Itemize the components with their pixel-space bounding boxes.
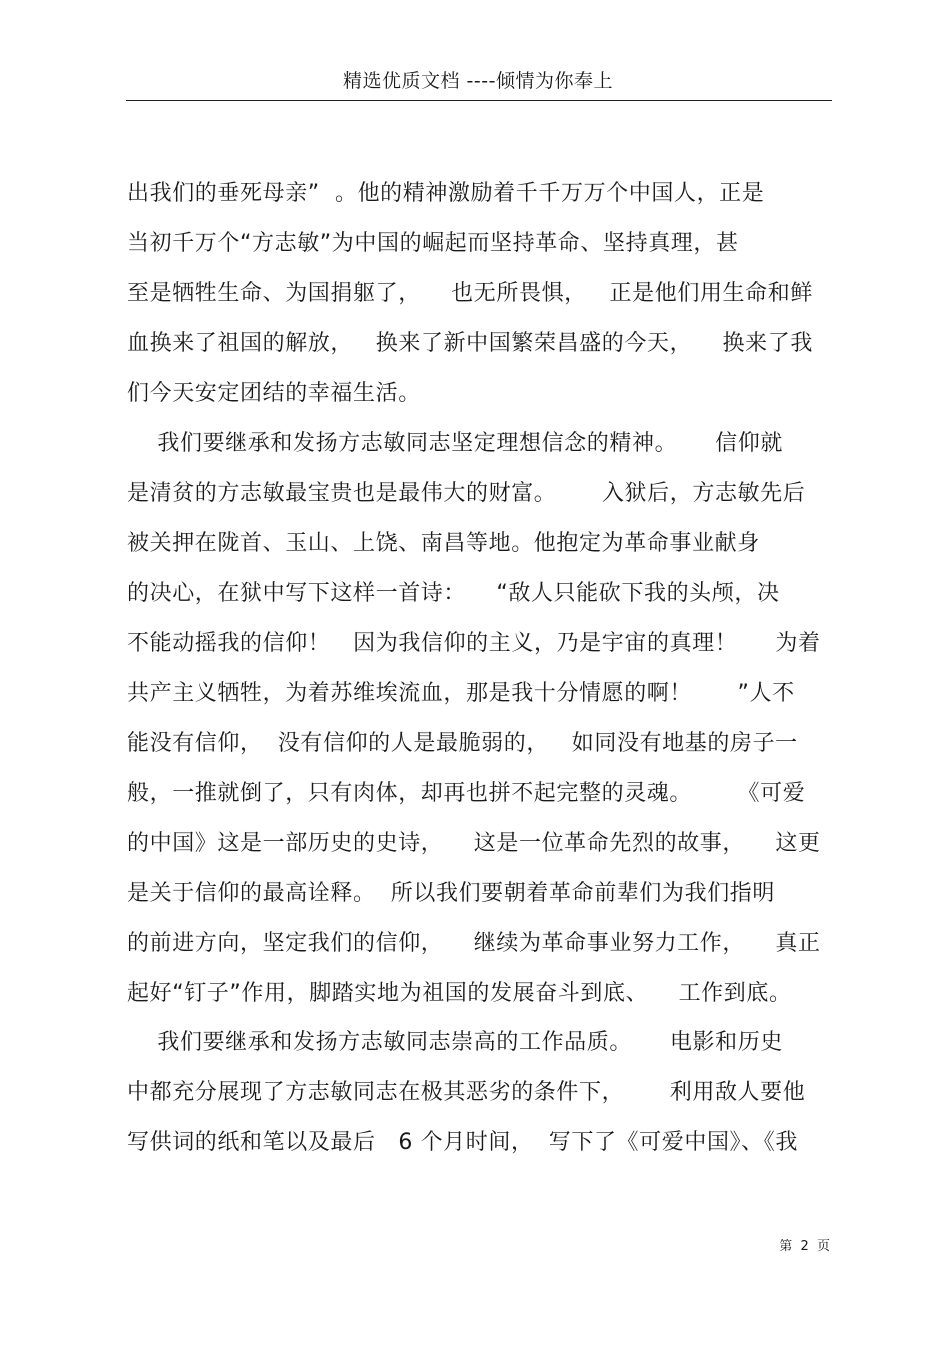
text-line: 至是牺牲生命、为国捐躯了， 也无所畏惧， 正是他们用生命和鲜 bbox=[127, 281, 813, 306]
text-line: 起好“钉子”作用，脚踏实地为祖国的发展奋斗到底、 工作到底。 bbox=[127, 981, 792, 1006]
text-line: 我们要继承和发扬方志敏同志坚定理想信念的精神。 信仰就 bbox=[127, 431, 783, 456]
text-line: 是清贫的方志敏最宝贵也是最伟大的财富。 入狱后，方志敏先后 bbox=[127, 481, 806, 506]
text-line: 我们要继承和发扬方志敏同志崇高的工作品质。 电影和历史 bbox=[127, 1030, 783, 1055]
header-divider bbox=[126, 100, 832, 101]
text-line: 当初千万个“方志敏”为中国的崛起而坚持革命、坚持真理，甚 bbox=[127, 231, 739, 256]
text-line: 写供词的纸和笔以及最后 6 个月时间， 写下了《可爱中国》、《我 bbox=[127, 1130, 798, 1155]
text-line: 出我们的垂死母亲” 。他的精神激励着千千万万个中国人，正是 bbox=[127, 181, 765, 206]
text-line: 是关于信仰的最高诠释。 所以我们要朝着革命前辈们为我们指明 bbox=[127, 881, 775, 906]
text-line: 被关押在陇首、玉山、上饶、南昌等地。他抱定为革命事业献身 bbox=[127, 531, 760, 556]
text-line: 中都充分展现了方志敏同志在极其恶劣的条件下， 利用敌人要他 bbox=[127, 1080, 806, 1105]
text-line: 能没有信仰， 没有信仰的人是最脆弱的， 如同没有地基的房子一 bbox=[127, 731, 798, 756]
page-header: 精选优质文档 ----倾情为你奉上 bbox=[343, 70, 613, 92]
text-line: 共产主义牺牲，为着苏维埃流血，那是我十分情愿的啊！ ”人不 bbox=[127, 681, 795, 706]
text-line: 血换来了祖国的解放， 换来了新中国繁荣昌盛的今天， 换来了我 bbox=[127, 331, 813, 356]
text-line: 不能动摇我的信仰！ 因为我信仰的主义，乃是宇宙的真理！ 为着 bbox=[127, 631, 821, 656]
page-number: 第 2 页 bbox=[779, 1239, 830, 1254]
text-line: 的中国》这是一部历史的史诗， 这是一位革命先烈的故事， 这更 bbox=[127, 831, 821, 856]
text-line: 的决心，在狱中写下这样一首诗： “敌人只能砍下我的头颅，决 bbox=[127, 581, 780, 606]
text-line: 般，一推就倒了，只有肉体，却再也拼不起完整的灵魂。 《可爱 bbox=[127, 781, 806, 806]
text-line: 们今天安定团结的幸福生活。 bbox=[127, 381, 421, 406]
text-line: 的前进方向，坚定我们的信仰， 继续为革命事业努力工作， 真正 bbox=[127, 931, 821, 956]
